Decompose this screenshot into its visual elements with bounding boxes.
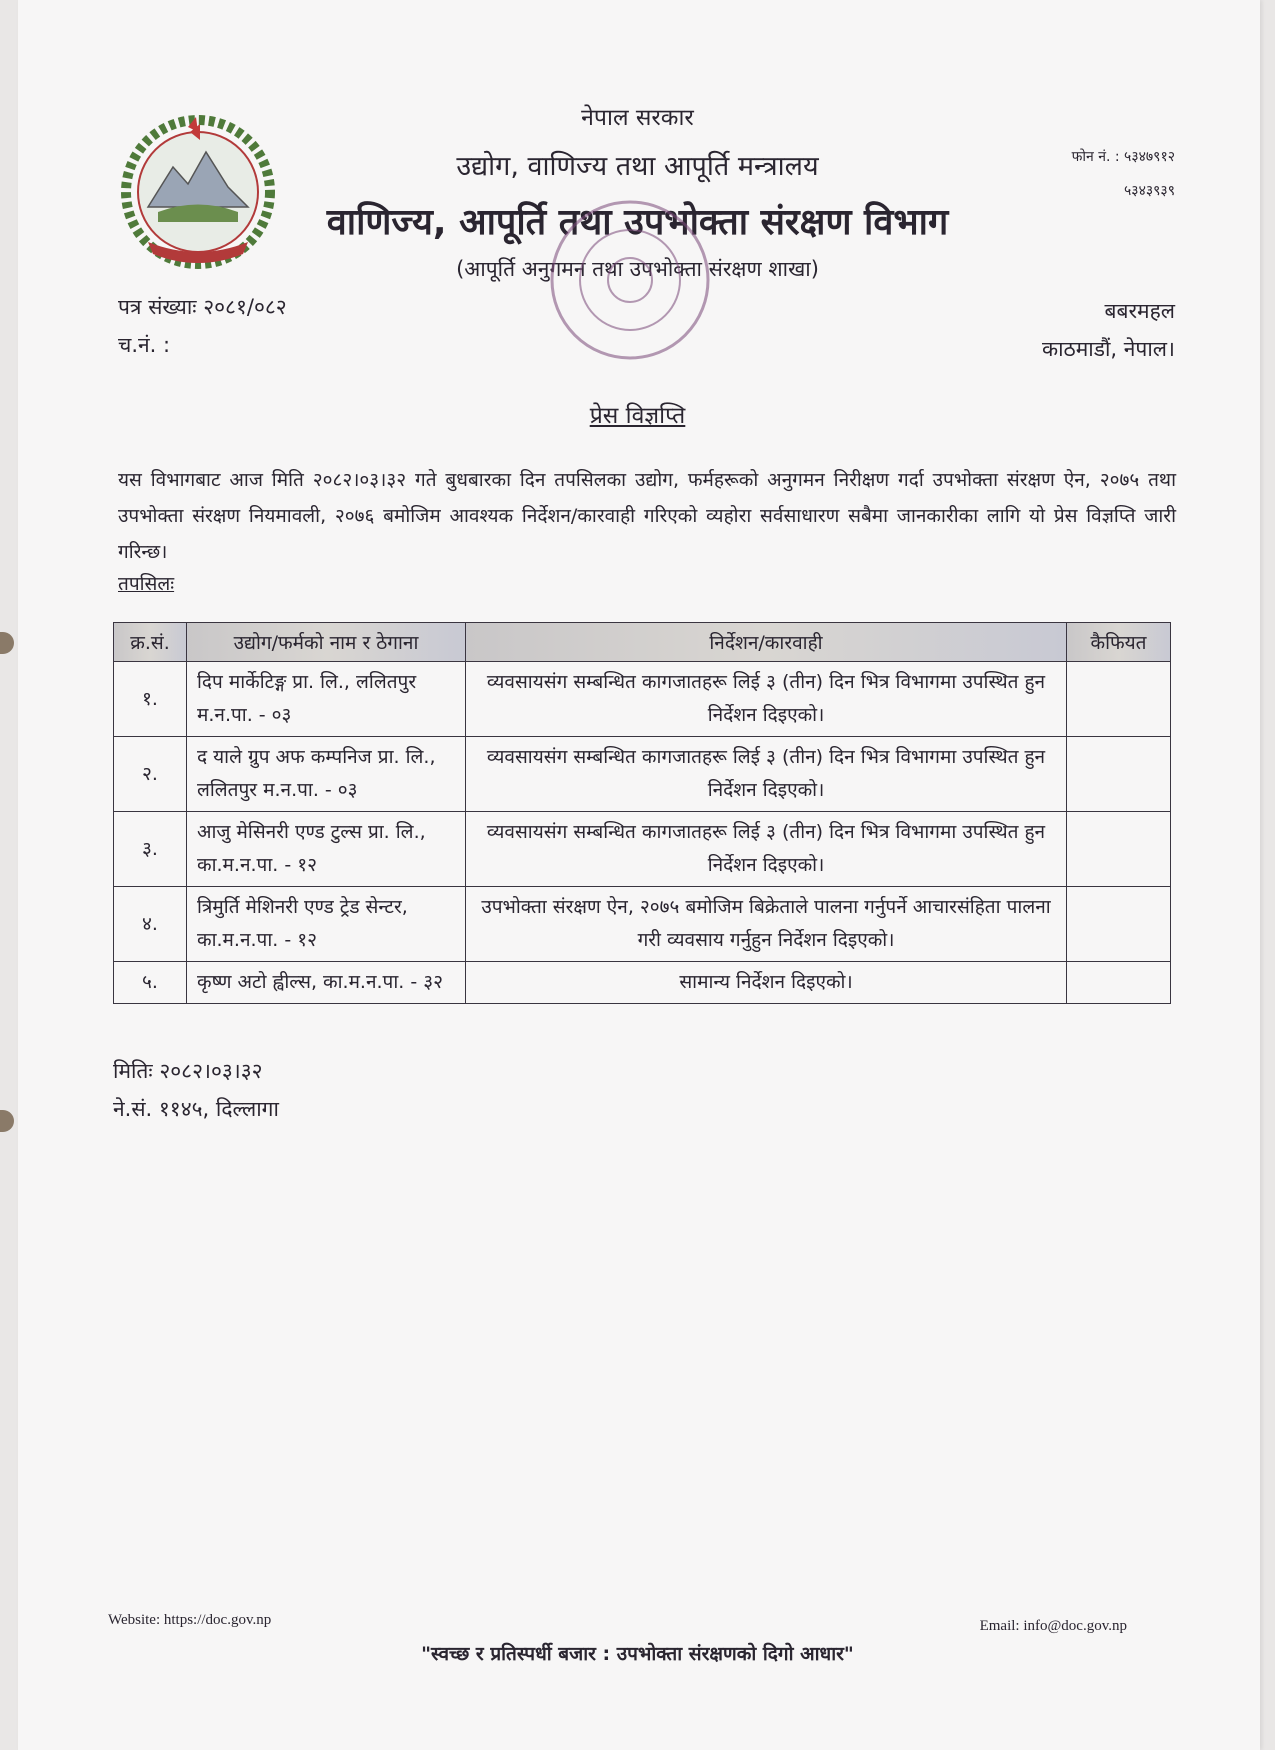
table-row — [114, 812, 1171, 887]
cell-remark — [1067, 737, 1171, 812]
notice-body: यस विभागबाट आज मिति २०८२।०३।३२ गते बुधबारका दिन तपसिलका उद्योग, फर्महरूको अनुगमन निरीक्षण गर्दा उपभोक्ता संरक्षण ऐन, २०७५ तथा उपभोक्ता संरक्षण नियमावली, २०७६ बमोजिम आवश्यक निर्देशन/कारवाही गरिएको व्यहोरा सर्वसाधारण सबैमा जानकारीका लागि यो प्रेस विज्ञप्ति जारी गरिन्छ। — [118, 469, 1176, 563]
cell-name: कृष्ण अटो ह्वील्स, का.म.न.पा. - ३२ — [187, 962, 466, 1004]
cell-sn: ३. — [114, 812, 187, 887]
date-block — [113, 1052, 279, 1128]
footer-slogan: "स्वच्छ र प्रतिस्पर्धी बजार : उपभोक्ता संरक्षणको दिगो आधार" — [421, 1643, 854, 1665]
punch-hole — [0, 632, 14, 654]
phone-numbers — [1072, 140, 1175, 208]
notice-title-wrap — [0, 398, 1275, 430]
cell-remark — [1067, 662, 1171, 737]
cell-name: आजु मेसिनरी एण्ड टुल्स प्रा. लि., का.म.न.पा. - १२ — [187, 812, 466, 887]
cell-name: द याले ग्रुप अफ कम्पनिज प्रा. लि., ललितपुर म.न.पा. - ०३ — [187, 737, 466, 812]
col-header-remark: कैफियत — [1067, 623, 1171, 662]
table-row — [114, 887, 1171, 962]
cell-remark — [1067, 962, 1171, 1004]
col-header-sn: क्र.सं. — [114, 623, 187, 662]
cell-sn: १. — [114, 662, 187, 737]
col-header-name: उद्योग/फर्मको नाम र ठेगाना — [187, 623, 466, 662]
dispatch-number: च.नं. : — [118, 333, 171, 357]
cell-action: सामान्य निर्देशन दिइएको। — [466, 962, 1067, 1004]
header-ministry: उद्योग, वाणिज्य तथा आपूर्ति मन्त्रालय — [456, 151, 819, 182]
cell-action: व्यवसायसंग सम्बन्धित कागजातहरू लिई ३ (तीन) दिन भित्र विभागमा उपस्थित हुन निर्देशन दिइएको। — [466, 737, 1067, 812]
table-header-row — [114, 623, 1171, 662]
phone-line-2: ५३४३९३९ — [1124, 183, 1175, 199]
schedule-label: तपसिलः — [118, 573, 175, 595]
cell-sn: ४. — [114, 887, 187, 962]
header-government: नेपाल सरकार — [581, 105, 694, 131]
nepal-sambat-date: ने.सं. ११४५, दिल्लागा — [113, 1097, 279, 1121]
cell-action: व्यवसायसंग सम्बन्धित कागजातहरू लिई ३ (तीन) दिन भित्र विभागमा उपस्थित हुन निर्देशन दिइएको। — [466, 662, 1067, 737]
table-row — [114, 737, 1171, 812]
issue-date: मितिः २०८२।०३।३२ — [113, 1059, 263, 1083]
cell-remark — [1067, 887, 1171, 962]
header-branch: (आपूर्ति अनुगमन तथा उपभोक्ता संरक्षण शाखा) — [456, 257, 819, 281]
phone-line-1: फोन नं. : ५३४७९१२ — [1071, 149, 1175, 165]
header-department: वाणिज्य, आपूर्ति तथा उपभोक्ता संरक्षण विभाग — [326, 202, 949, 243]
inspection-table — [113, 622, 1171, 1004]
col-header-action: निर्देशन/कारवाही — [466, 623, 1067, 662]
address-line-2: काठमाडौं, नेपाल। — [1041, 337, 1175, 361]
reference-block — [118, 288, 287, 364]
cell-name: त्रिमुर्ति मेशिनरी एण्ड ट्रेड सेन्टर, का.म.न.पा. - १२ — [187, 887, 466, 962]
cell-name: दिप मार्केटिङ्ग प्रा. लि., ललितपुर म.न.पा. - ०३ — [187, 662, 466, 737]
footer-email: Email: info@doc.gov.np — [979, 1618, 1127, 1634]
nepal-government-emblem-icon — [118, 112, 278, 272]
official-stamp-icon — [530, 190, 730, 370]
letter-number: पत्र संख्याः २०८१/०८२ — [118, 295, 287, 319]
address-block — [1042, 292, 1175, 368]
cell-remark — [1067, 812, 1171, 887]
address-line-1: बबरमहल — [1104, 299, 1175, 323]
notice-title: प्रेस विज्ञप्ति — [589, 403, 686, 429]
cell-sn: २. — [114, 737, 187, 812]
cell-sn: ५. — [114, 962, 187, 1004]
footer-website: Website: https://doc.gov.np — [108, 1612, 272, 1628]
cell-action: व्यवसायसंग सम्बन्धित कागजातहरू लिई ३ (तीन) दिन भित्र विभागमा उपस्थित हुन निर्देशन दिइएको। — [466, 812, 1067, 887]
cell-action: उपभोक्ता संरक्षण ऐन, २०७५ बमोजिम बिक्रेताले पालना गर्नुपर्ने आचारसंहिता पालना गरी व्यवसाय गर्नुहुन निर्देशन दिइएको। — [466, 887, 1067, 962]
punch-hole — [0, 1110, 14, 1132]
table-row — [114, 962, 1171, 1004]
table-row — [114, 662, 1171, 737]
